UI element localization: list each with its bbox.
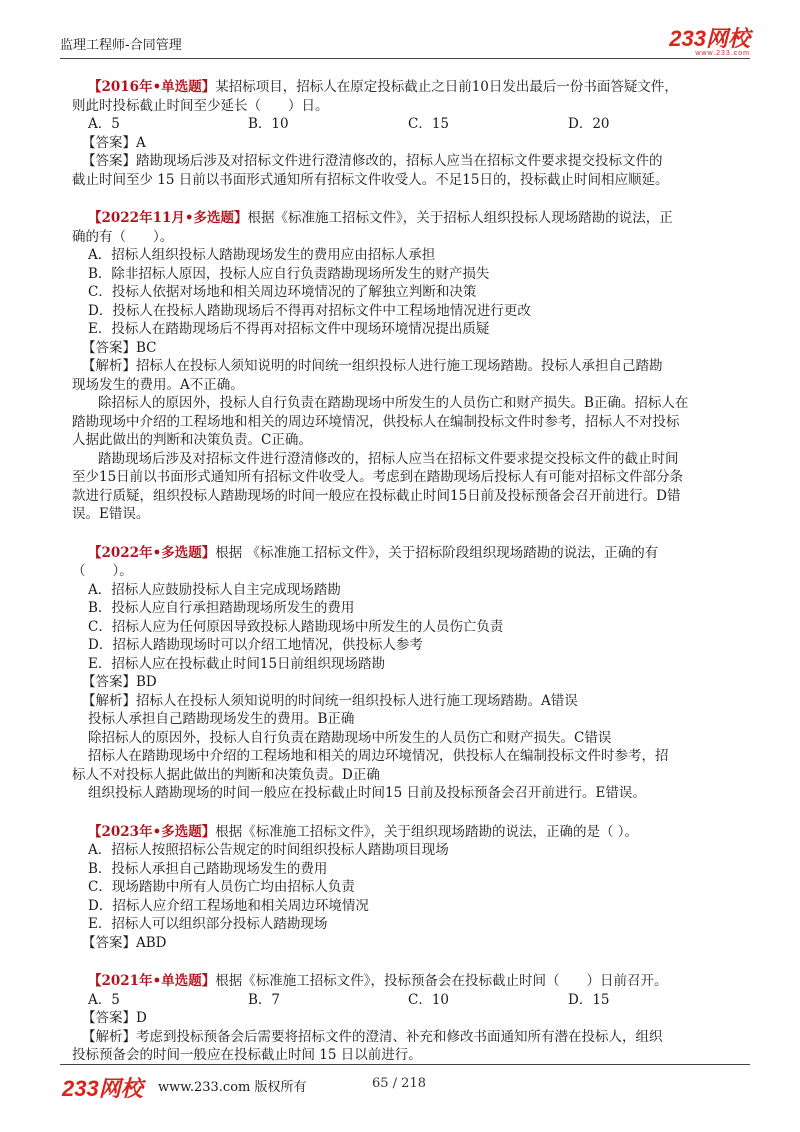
analysis-line: 至少15日前以书面形式通知所有招标文件收受人。考虑到在踏勘现场后投标人有可能对招标文件部分条 [72,469,684,485]
question-stem-cont: 则此时投标截止时间至少延长（ ）日。 [72,97,329,114]
option-e: E．投标人在踏勘现场后不得再对招标文件中现场环境情况提出质疑 [88,321,490,337]
analysis-line: 人据此做出的判断和决策负责。C正确。 [72,432,312,448]
analysis-line: 组织投标人踏勘现场的时间一般应在投标截止时间15 日前及投标预备会召开前进行。E错误。 [88,785,646,801]
option-c: C．现场踏勘中所有人员伤亡均由招标人负责 [88,879,355,895]
option-a: A．招标人组织投标人踏勘现场发生的费用应由招标人承担 [88,247,436,263]
question-1 [72,78,728,189]
option-d: D．招标人应介绍工程场地和相关周边环境情况 [88,897,369,914]
analysis-line: 招标人在踏勘现场中介绍的工程场地和相关的周边环境情况，供投标人在编制投标文件时参考，招 [88,748,669,764]
footer-divider [60,1064,750,1065]
page-number: 65 / 218 [372,1076,426,1091]
question-2 [72,209,728,524]
option-c: C．10 [408,991,450,1008]
analysis-line: 截止时间至少 15 日前以书面形式通知所有招标文件收受人。不足15日的，投标截止时间相应顺延。 [72,171,669,188]
copyright: www.233.com 版权所有 [158,1080,307,1095]
option-a: A．招标人按照招标公告规定的时间组织投标人踏勘项目现场 [88,842,449,858]
option-b: B．10 [248,116,289,132]
page-content [72,78,728,1085]
option-d: D．招标人踏勘现场时可以介绍工地情况，供投标人参考 [88,637,423,653]
option-b: B．投标人承担自己踏勘现场发生的费用 [88,860,328,877]
question-stem: 根据 《标准施工招标文件》，关于招标阶段组织现场踏勘的说法，正确的有 [215,544,659,561]
analysis-line: 踏勘现场中介绍的工程场地和相关的周边环境情况，供投标人在编制投标文件时参考，招标人不对投标 [72,413,680,430]
header-divider [60,58,750,59]
document-title: 监理工程师-合同管理 [60,38,182,53]
option-a: A．招标人应鼓励投标人自主完成现场踏勘 [88,581,341,598]
option-a: A．5 [88,991,120,1008]
question-tag: 【2022年11月•多选题】 [88,210,248,226]
question-stem: 根据《标准施工招标文件》，关于组织现场踏勘的说法，正确的是（ ）。 [215,823,638,840]
question-4 [82,823,728,953]
option-d: D．投标人在投标人踏勘现场后不得再对招标文件中工程场地情况进行更改 [88,302,531,319]
analysis-line: 投标人承担自己踏勘现场发生的费用。B正确 [88,711,355,727]
analysis-line: 【答案】踏勘现场后涉及对招标文件进行澄清修改的，招标人应当在招标文件要求提交投标文件的 [82,153,663,169]
question-3 [72,544,728,803]
answer: 【答案】BC [82,339,157,356]
option-d: D．20 [568,116,610,132]
option-b: B．除非招标人原因，投标人应自行负责踏勘现场所发生的财产损失 [88,265,490,282]
option-a: A．5 [88,116,120,132]
option-b: B．7 [248,991,281,1008]
question-tag: 【2022年•多选题】 [88,544,216,561]
question-stem: 根据《标准施工招标文件》，关于招标人组织投标人现场踏勘的说法，正 [247,210,673,226]
option-c: C．招标人应为任何原因导致投标人踏勘现场中所发生的人员伤亡负责 [88,618,504,635]
question-tag: 【2023年•多选题】 [88,823,216,840]
analysis-line: 投标预备会的时间一般应在投标截止时间 15 日以前进行。 [72,1047,422,1063]
page-footer [60,1064,750,1104]
option-e: E．招标人应在投标截止时间15日前组织现场踏勘 [88,655,386,672]
option-e: E．招标人可以组织部分投标人踏勘现场 [88,916,328,932]
analysis-line: 款进行质疑，组织投标人踏勘现场的时间一般应在投标截止时间15日前及投标预备会召开前进行。D错 [72,487,681,504]
analysis-line: 【解析】招标人在投标人须知说明的时间统一组织投标人进行施工现场踏勘。投标人承担自己踏勘 [82,358,663,374]
analysis-line: 【解析】招标人在投标人须知说明的时间统一组织投标人进行施工现场踏勘。A错误 [82,692,578,709]
analysis-line: 除招标人的原因外，投标人自行负责在踏勘现场中所发生的人员伤亡和财产损失。B正确。招标人在 [98,395,689,411]
logo-text: 233网校 [669,26,750,51]
analysis-line: 踏勘现场后涉及对招标文件进行澄清修改的，招标人应当在招标文件要求提交投标文件的截止时间 [98,450,679,467]
logo-url: www.233.com [695,50,750,57]
answer: 【答案】D [82,1010,147,1026]
question-stem: 某招标项目，招标人在原定投标截止之日前10日发出最后一份书面答疑文件， [215,79,678,95]
analysis-line: 标人不对投标人据此做出的判断和决策负责。D正确 [72,766,380,783]
question-5 [72,972,728,1065]
question-stem-cont: （ ）。 [72,563,133,579]
options-row [88,991,728,1010]
options-row [88,115,728,134]
analysis-line: 除招标人的原因外，投标人自行负责在踏勘现场中所发生的人员伤亡和财产损失。C错误 [88,729,612,746]
question-stem-cont: 确的有（ ）。 [72,228,174,245]
question-tag: 【2016年•单选题】 [88,79,216,95]
analysis-line: 【解析】考虑到投标预备会后需要将招标文件的澄清、补充和修改书面通知所有潜在投标人，组织 [82,1028,663,1045]
answer: 【答案】ABD [82,934,167,951]
option-c: C．15 [408,116,450,132]
analysis-line: 现场发生的费用。A不正确。 [72,376,244,393]
option-d: D．15 [568,991,610,1008]
brand-logo [669,28,750,57]
analysis-line: 误。E错误。 [72,506,150,522]
question-stem: 根据《标准施工招标文件》，投标预备会在投标截止时间（ ）日前召开。 [215,973,668,989]
page-header [60,28,750,58]
option-c: C．投标人依据对场地和相关周边环境情况的了解独立判断和决策 [88,284,477,300]
question-tag: 【2021年•单选题】 [88,973,216,989]
option-b: B．投标人应自行承担踏勘现场所发生的费用 [88,600,355,616]
footer-logo: 233网校 [62,1076,143,1101]
answer: 【答案】BD [82,674,157,690]
answer: 【答案】A [82,134,146,151]
